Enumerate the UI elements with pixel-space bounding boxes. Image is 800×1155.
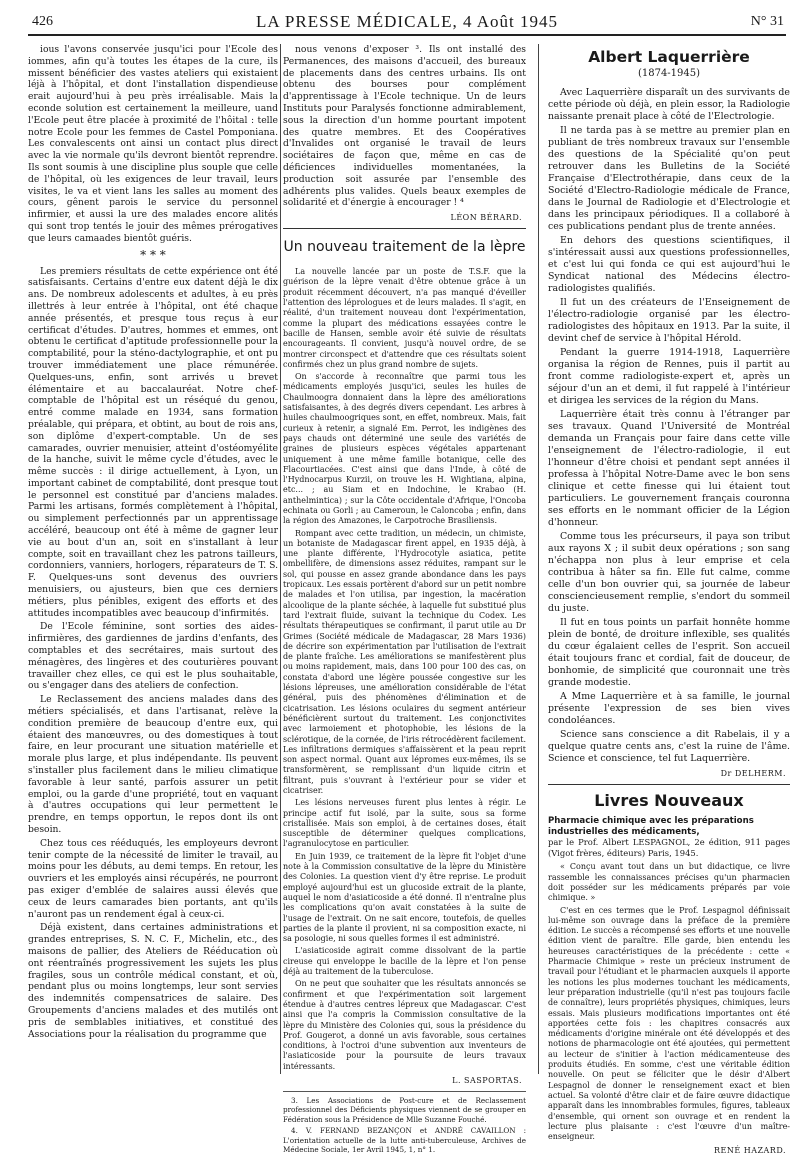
column-left [28, 44, 278, 1074]
paragraph: « Conçu avant tout dans un but didactique, ce livre rassemble les connaissances précises qu'un pharmacien doit posséder sur les médicaments préparés par voie chimique. » [548, 862, 790, 903]
article-body [283, 267, 526, 1072]
article-body [28, 266, 278, 1041]
paragraph: Avec Laquerrière disparaît un des survivants de cette période où déjà, en plein essor, la Radiologie naissante prenait place à côté de l'Electrologie. [548, 87, 790, 122]
paragraph: En dehors des questions scientifiques, il s'intéressait aussi aux questions professionnelles, et c'est lui qui fonda ce qui est aujourd'hui le Syndicat national des Médecins électro-radiologistes qualifiés. [548, 235, 790, 294]
section-title: Livres Nouveaux [594, 791, 744, 810]
article-title: Un nouveau traitement de la lèpre [283, 239, 526, 256]
paragraph: La nouvelle lancée par un poste de T.S.F. que la guérison de la lèpre venait d'être obtenue grâce à un produit récemment découvert, n'a pas manqué d'éveiller l'attention des léprologues et de leurs malades. Il s'agit, en réalité, d'un traitement nouveau dont l'expérimentation, comme la plupart des médications essayées contre le bacille de Hansen, semble avoir été suivie de résultats encourageants. Il convient, jusqu'à nouvel ordre, de se montrer circonspect et d'attendre que ces résultats soient confirmés chez un plus grand nombre de sujets. [283, 267, 526, 369]
paragraph: De l'Ecole féminine, sont sorties des aides-infirmières, des gardiennes de jardins d'enfants, des comptables et des secrétaires, mais surtout des ménagères, des lingères et des couturières pouvant travailler chez elles, ce qui est le plus souhaitable, ou s'engager dans des ateliers de confection. [28, 621, 278, 692]
paragraph: L'asiaticoside agirait comme dissolvant de la partie cireuse qui enveloppe le bacille de la lèpre et l'on pense déjà au traitement de la tuberculose. [283, 946, 526, 977]
article-body [283, 44, 526, 209]
page-header [28, 12, 786, 36]
paragraph: Chez tous ces rééduqués, les employeurs devront tenir compte de la nécessité de limiter le travail, au moins pour les débuts, au demi temps. En retour, les ouvriers et les employés ainsi récupérés, ne pourront pas exiger d'emblée de salaires aussi élevés que ceux de leurs camarades bien portants, ant qu'ils n'auront pas un rendement égal à ceux-ci. [28, 837, 278, 920]
paragraph: 3. Les Associations de Post-cure et de Reclassement professionnel des Déficients physiques viennent de se grouper en Fédération sous la Présidence de Mlle Suzanne Fouché. [283, 1096, 526, 1124]
paragraph: Comme tous les précurseurs, il paya son tribut aux rayons X ; il subit deux opérations ; son sang n'échappa non plus à leur emprise et cela contribua à hâter sa fin. Elle fut calme, comme celle d'un bon ouvrier qui, sa journée de labeur consciencieusement remplie, s'endort du sommeil du juste. [548, 531, 790, 614]
paragraph: Les lésions nerveuses furent plus lentes à régir. Le principe actif fut isolé, par la suite, sous sa forme cristallisée. Mais son emploi, à de certaines doses, était susceptible de déterminer quelques complications, l'agranulocytose en particulier. [283, 798, 526, 849]
paragraph: En Juin 1939, ce traitement de la lèpre fit l'objet d'une note à la Commission consultative de la lèpre du Ministère des Colonies. La question vient d'y être reprise. Le produit employé aujourd'hui est un glucoside extrait de la plante, auquel le nom d'asiaticoside a été donné. Il n'entraîne plus les complications qu'on avait constatées à la suite de l'usage de l'extrait. On ne sait encore, toutefois, de quelles parties de la plante il provient, ni sa composition exacte, ni sa posologie, ni sous quelles formes il est administré. [283, 851, 526, 944]
divider [548, 784, 790, 785]
paragraph: ious l'avons conservée jusqu'ici pour l'Ecole des iommes, afin qu'à toutes les étapes de la cure, ils missent bénéficier des vastes ateliers qui existaient léjà à l'hôpital, et dont l'installation dispendieuse erait aujourd'hui à peu près irréalisable. Mais la econde solution est certainement la meilleure, uand l'Ecole peut être placée à proximité de l'hôital : telle notre Ecole pour les femmes de Castel Pomponiana. Les convalescents ont ainsi un contact plus direct avec la vie normale qu'ils devront bientôt reprendre. Ils sont soumis à une discipline plus souple que celle de l'hôpital, où les exigences de leur travail, leurs visites, le va et vient lans les salles au moment des cours, gênent parois le service du personnel infirmier, et aussi la ure des malades encore alités qui sont trop tentés le jouir des mêmes prérogatives que leurs camaades bientôt guéris. [28, 44, 278, 244]
book-title: Pharmacie chimique avec les préparations industrielles des médicaments, [548, 816, 754, 837]
column-rule [538, 44, 539, 1074]
column-right [548, 44, 790, 1155]
author-signature: L. SASPORTAS. [452, 1076, 522, 1086]
paragraph: nous venons d'exposer ³. Ils ont installé des Permanences, des maisons d'accueil, des bureaux de placements dans des centres urbains. Ils ont obtenu des bourses pour complément d'apprentissage à l'Ecole technique. Un de leurs Instituts pour Paralysés fonctionne admirablement, sous la direction d'un homme pourtant impotent des quatre membres. Et des Coopératives d'Invalides ont organisé le travail de leurs sociétaires de façon que, même en cas de déficiences individuelles momentanées, la production soit assurée par l'ensemble des adhérents plus valides. Quels beaux exemples de solidarité et d'énergie à encourager ! ⁴ [283, 44, 526, 209]
footnote-rule [283, 1091, 526, 1092]
paragraph: C'est en ces termes que le Prof. Lespagnol définissait lui-même son ouvrage dans la préface de la première édition. Le succès a récompensé ses efforts et une nouvelle édition vient de paraître. Elle garde, bien entendu les heureuses caractéristiques de la précédente : cette « Pharmacie Chimique » reste un précieux instrument de travail pour l'étudiant et le pharmacien auxquels il apporte les notions les plus modernes touchant les médicaments, leur préparation industrielle (qu'il n'est pas toujours facile de connaître), leurs propriétés physiques, chimiques, leurs essais. Mais plusieurs modifications importantes ont été apportées cette fois : les chapitres consacrés aux médicaments d'origine minérale ont été développés et des notions de pharmacologie ont été ajoutées, qui permettent au lecteur de s'initier à l'action médicamenteuse des produits étudiés. En somme, c'est une véritable édition nouvelle. On peut se féliciter que le désir d'Albert Lespagnol de donner le renseignement exact et bien actuel. Sa volonté d'être clair et de faire œuvre didactique apparaît dans les innombrables formules, figures, tableaux d'ensemble, qui ornent son ouvrage et en rendent la lecture plus plaisante : c'est l'œuvre d'un maître-enseigneur. [548, 905, 790, 1142]
article-body [28, 44, 278, 245]
paragraph: Science sans conscience a dit Rabelais, il y a quelque quatre cents ans, c'est la ruine de l'âme. Science et conscience, tel fut Laquerrière. [548, 729, 790, 764]
footnotes [283, 1096, 526, 1154]
author-signature: RENÉ HAZARD. [713, 1146, 786, 1155]
obituary-body [548, 87, 790, 765]
divider [283, 228, 526, 229]
paragraph: Laquerrière était très connu à l'étranger par ses travaux. Quand l'Université de Montréal demanda un Français pour faire dans cette ville l'enseignement de l'électro-radiologie, il eut l'honneur d'être choisi et pendant sept années il professa à l'hôpital Notre-Dame avec le bon sens clinique et cette finesse qui lui étaient tout particuliers. Le gouvernement français couronna ses efforts en le nommant officier de la Légion d'honneur. [548, 409, 790, 528]
book-meta: par le Prof. Albert LESPAGNOL, 2e édition, 911 pages (Vigot frères, éditeurs) Paris, 1945. [548, 837, 790, 858]
author-signature: Dr DELHERM. [720, 769, 786, 778]
author-signature: LÉON BÉRARD. [450, 213, 522, 223]
paragraph: On ne peut que souhaiter que les résultats annoncés se confirment et que l'expérimentation soit largement étendue à d'autres centres lépreux que Madagascar. C'est ainsi que l'a compris la Commission consultative de la lèpre du Ministère des Colonies qui, sous la présidence du Prof. Gougerot, a donné un avis favorable, sous certaines conditions, à l'octroi d'une subvention aux inventeurs de l'asiaticoside pour la poursuite de leurs travaux intéressants. [283, 979, 526, 1071]
paragraph: Il fut un des créateurs de l'Enseignement de l'électro-radiologie organisé par les électro-radiologistes des hôpitaux en 1913. Par la suite, il devint chef de service à l'hôpital Hérold. [548, 297, 790, 344]
section-divider-stars: * * * [140, 247, 166, 262]
paragraph: On s'accorde à reconnaître que parmi tous les médicaments employés jusqu'ici, seules les huiles de Chaulmoogra donnaient dans la lèpre des améliorations satisfaisantes, à des degrés divers cependant. Les arbres à huiles chaulmoogriques sont, en effet, nombreux. Mais, fait curieux à retenir, a signalé Em. Perrot, les indigènes des pays chauds ont déterminé une seule des variétés de graines de plusieurs espèces végétales appartenant uniquement à une même famille botanique, celle des Flacourtiacées. C'est ainsi que dans l'Inde, à côté de l'Hydnocarpus Kurzii, on trouve les H. Wightiana, alpina, etc... ; au Siam et en Indochine, le Krabao (H. anthelmintica) ; sur la Côte occidentale d'Afrique, l'Oncoba echinata ou Gorli ; au Cameroun, le Caloncoba ; enfin, dans la région des Amazones, le Carpotroche Brasiliensis. [283, 372, 526, 526]
column-middle [283, 44, 526, 1155]
paragraph: Pendant la guerre 1914-1918, Laquerrière organisa la région de Rennes, puis il partit au front comme radiologiste-expert et, après un séjour d'un an et demi, il fut rappelé à l'intérieur et dirigea les services de la région du Mans. [548, 347, 790, 406]
paragraph: Les premiers résultats de cette expérience ont été satisfaisants. Certains d'entre eux datent déjà le dix ans. De nombreux adolescents et adultes, à eu près illettrés à leur entrée à l'hôpital, ont été chaque année présentés, et presque tous reçus à eur certificat d'études. D'autres, hommes et emmes, ont obtenu le certificat d'aptitude professionnelle pour la comptabilité, pour la sténo-dactylographie, et ont pu trouver immédiatement une place rémunérée. Quelques-uns, enfin, sont arrivés u brevet élémentaire et au baccalauréat. Notre chef-comptable de l'hôpital est un réséqué du genou, entré comme malade en 1934, sans formation préalable, qui prépara, et obtint, au bout de rois ans, son diplôme d'expert-comptable. Un de ses camarades, ouvrier menuisier, atteint d'ostéomyélite de la hanche, suivit le même cycle d'études, avec le même succès : il dirige actuellement, à Lyon, un important cabinet de comptabilité, dont presque tout le personnel est constitué par d'anciens malades. Parmi les artisans, formés complètement à l'hôpital, ou simplement perfectionnés par un apprentissage accéléré, beaucoup ont été à même de gagner leur vie au bout d'un an, soit en s'installant à leur compte, soit en travaillant chez les patrons tailleurs, cordonniers, vanniers, horlogers, réparateurs de T. S. F. Quelques-uns sont devenus des ouvriers menuisiers, ou ajusteurs, bien que ces derniers métiers, plus pénibles, exigent des efforts et des attitudes incompatibles avec beaucoup d'infirmités. [28, 265, 278, 619]
column-rule [280, 44, 281, 1074]
paragraph: Le Reclassement des anciens malades dans des métiers spécialisés, et dans l'artisanat, relève la condition première de beaucoup d'entre eux, qui étaient des manœuvres, ou des domestiques à tout faire, en leur procurant une situation matérielle et morale plus large, et plus indépendante. Ils peuvent s'installer plus facilement dans le milieu climatique favorable à leur santé, parfois assurer un petit emploi, ou la garde d'une propriété, tout en vaquant à d'autres occupations qui leur permettent le prendre, en temps opportun, le repos dont ils ont besoin. [28, 694, 278, 835]
paragraph: Il fut en tous points un parfait honnête homme plein de bonté, de droiture inflexible, ses qualités du cœur égalaient celles de l'esprit. Son accueil était toujours franc et cordial, fait de douceur, de bonhomie, de simplicité que couronnait une très grande modestie. [548, 617, 790, 688]
paragraph: Il ne tarda pas à se mettre au premier plan en publiant de très nombreux travaux sur l'ensemble des questions de la Spécialité qu'on peut retrouver dans les Bulletins de la Société Française d'Electrothérapie, dans ceux de la Société d'Electro-Radiologie médicale de France, dans le Journal de Radiologie et d'Electrologie et dans les principaux périodiques. Il a collaboré à ces publications pendant plus de trente années. [548, 125, 790, 232]
page-number: 426 [32, 14, 53, 29]
paragraph: Déjà existent, dans certaines administrations et grandes entreprises, S. N. C. F., Michelin, etc., des maisons de pallier, des Ateliers de Rééducation où ont réentraînés progressivement les sujets les plus fragiles, sous un contrôle médical constant, et où, pendant plus ou moins longtemps, leur sont servies des indemnités compensatrices de salaire. Des Groupements d'anciens malades et des mutilés ont pris de semblables initiatives, et constitué des Associations pour la réalisation du programme que [28, 922, 278, 1040]
paragraph: Rompant avec cette tradition, un médecin, un chimiste, un botaniste de Madagascar firent appel, en 1935 déjà, à une plante différente, l'Hydrocotyle asiatica, petite ombellifère, de dimensions assez réduites, rampant sur le sol, qui pousse en assez grande abondance dans les pays tropicaux. Les essais portèrent d'abord sur un petit nombre de malades et l'on utilisa, par ingestion, la macération alcoolique de la plante séchée, à laquelle fut substitué plus tard l'extrait fluide, suivant la technique du Codex. Les résultats thérapeutiques se confirmant, il parut utile au Dr Grimes (Société médicale de Madagascar, 28 Mars 1936) de décrire son expérimentation par l'utilisation de l'extrait de plante fraîche. Les améliorations se manifestèrent plus ou moins rapidement, mais, dans 100 pour 100 des cas, on constata d'abord une légère poussée congestive sur les lésions lépreuses, une amélioration considérable de l'état général, puis des phénomènes d'élimination et de cicatrisation. Les lésions oculaires du segment antérieur bénéficièrent surtout du traitement. Les conjonctivites avec larmoiement et photophobie, les lésions de la sclérotique, de la cornée, de l'iris rétrocédèrent facilement. Les infiltrations dermiques s'affaissèrent et la peau reprit son aspect normal. Quant aux lépromes eux-mêmes, ils se transformèrent, se remplissant d'un liquide citrin et filtrant, puis s'ouvrant à l'extérieur pour se vider et cicatriser. [283, 528, 526, 795]
paragraph: 4. V. FERNAND BEZANÇON et ANDRÉ CAVAILLON : L'orientation actuelle de la lutte anti-tuberculeuse, Archives de Médecine Sociale, 1er Avril 1945, 1, n° 1. [283, 1126, 526, 1155]
issue-number: N° 31 [750, 14, 784, 29]
obituary-title: Albert Laquerrière [588, 48, 750, 66]
obituary-dates: (1874-1945) [637, 68, 701, 79]
paragraph: A Mme Laquerrière et à sa famille, le journal présente l'expression de ses bien vives condoléances. [548, 691, 790, 726]
review-body [548, 862, 790, 1142]
journal-title: LA PRESSE MÉDICALE, 4 Août 1945 [255, 12, 559, 31]
